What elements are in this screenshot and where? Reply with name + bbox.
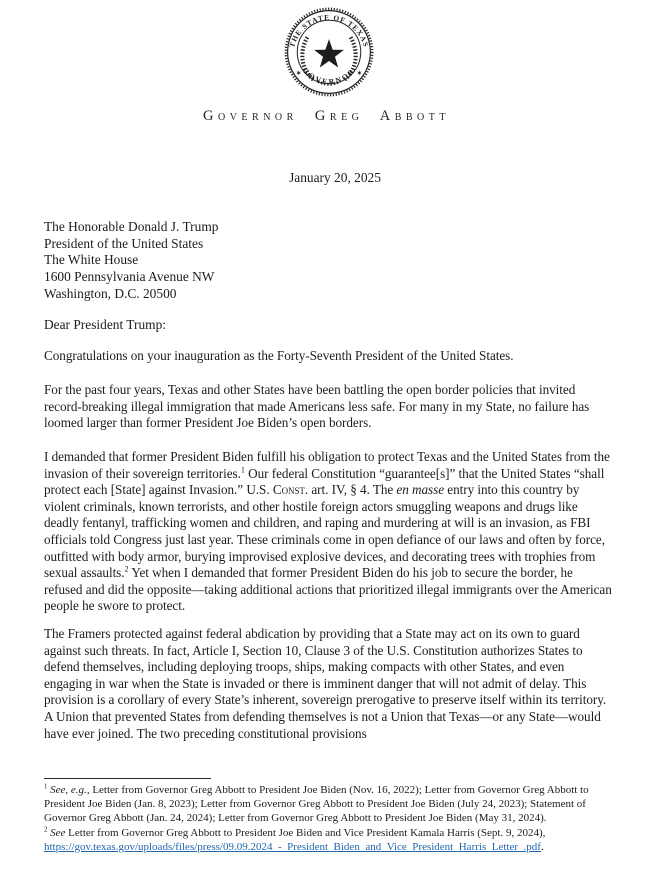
seal-star-right-icon: ✶ <box>356 71 362 77</box>
recipient-city: Washington, D.C. 20500 <box>44 285 177 301</box>
footnote-marker: 1 <box>44 783 48 791</box>
footnote-marker: 2 <box>124 564 129 574</box>
seal-bottom-text: GOVERNOR <box>300 65 358 87</box>
letterhead-governor-name: Governor Greg Abbott <box>203 108 450 124</box>
recipient-name: The Honorable Donald J. Trump <box>44 219 219 234</box>
recipient-title: President of the United States <box>44 235 204 251</box>
paragraph-invasion-demand: I demanded that former President Biden fulfill his obligation to protect Texas and the United States from the invasion of their sovereign territories.$^1$ Our federal Constitution “guarantee[s]” that the United States “shall protect each [State] against Invasion.” U.S. Const. art. IV, § 4. The en masse entry into this country by violent criminals, known terrorists, and other hostile foreign actors smuggling weapons and drugs like deadly fentanyl, trafficking women and children, and raping and murdering at will is an invasion, as FBI officials told Congress just last year. These criminals come in open defiance of our laws and often by force, outfitted with body armor, burying improvised explosive devices, and decorating trees with trophies from sexual assaults.$^2$ Yet when I demanded that former President Biden do his job to secure the border, he refused and did the opposite—taking additional actions that prioritized illegal immigrants over the American people he swore to protect. <box>44 449 612 614</box>
paragraph-open-borders: For the past four years, Texas and other States have been battling the open border policies that invited record-breaking illegal immigration that made Americans less safe. For many in my State, no failure has loomed larger than former President Joe Biden’s open borders. <box>44 382 590 431</box>
recipient-address-block <box>44 219 218 303</box>
seal-star-left-icon: ✶ <box>296 71 302 77</box>
footnote-2: $^2$ See Letter from Governor Greg Abbott to President Joe Biden and Vice President Kamala Harris (Sept. 9, 2024), https://gov.texas.gov/uploads/files/press/09.09.2024_-_President_Biden_and_Vice_President_Harris_Letter_.pdf. <box>44 825 546 853</box>
footnote-url-link[interactable]: https://gov.texas.gov/uploads/files/press/09.09.2024_-_President_Biden_and_Vice_President_Harris_Letter_.pdf <box>44 840 541 853</box>
seal-top-text: THE STATE OF TEXAS <box>287 12 371 49</box>
svg-text:GOVERNOR <box>301 66 358 86</box>
footnote-separator <box>44 778 211 779</box>
paragraph-congratulations: Congratulations on your inauguration as the Forty-Seventh President of the United States. <box>44 348 514 363</box>
texas-governor-seal-icon <box>283 6 375 98</box>
footnote-marker: 2 <box>44 825 48 833</box>
recipient-street: 1600 Pennsylvania Avenue NW <box>44 269 215 285</box>
letter-date: January 20, 2025 <box>289 170 381 185</box>
recipient-building: The White House <box>44 252 139 268</box>
footnotes-block <box>44 783 612 854</box>
footnote-marker: 1 <box>240 465 245 475</box>
paragraph-framers: The Framers protected against federal abdication by providing that a State may act on its own to guard against such threats. In fact, Article I, Section 10, Clause 3 of the U.S. Constitution authorizes States to defend themselves, including deploying troops, ships, making compacts with other States, and even engaging in war when the State is invaded or there is imminent danger that will not admit of delay. This provision is a corollary of every State’s inherent, sovereign prerogative to preserve itself within its territory. A Union that prevented States from defending themselves is not a Union that Texas—or any State—would have ever joined. The two preceding constitutional provisions <box>44 626 607 741</box>
footnote-1: $^1$ See, e.g., Letter from Governor Greg Abbott to President Joe Biden (Nov. 16, 2022); Letter from Governor Greg Abbott to President Joe Biden (Jan. 8, 2023); Letter from Governor Greg Abbott to President Joe Biden (July 24, 2023); Statement of Governor Greg Abbott (Jan. 24, 2024); Letter from Governor Greg Abbott to President Joe Biden (May 31, 2024). <box>44 783 589 825</box>
seal-lone-star-icon <box>314 39 344 67</box>
salutation: Dear President Trump: <box>44 317 166 332</box>
